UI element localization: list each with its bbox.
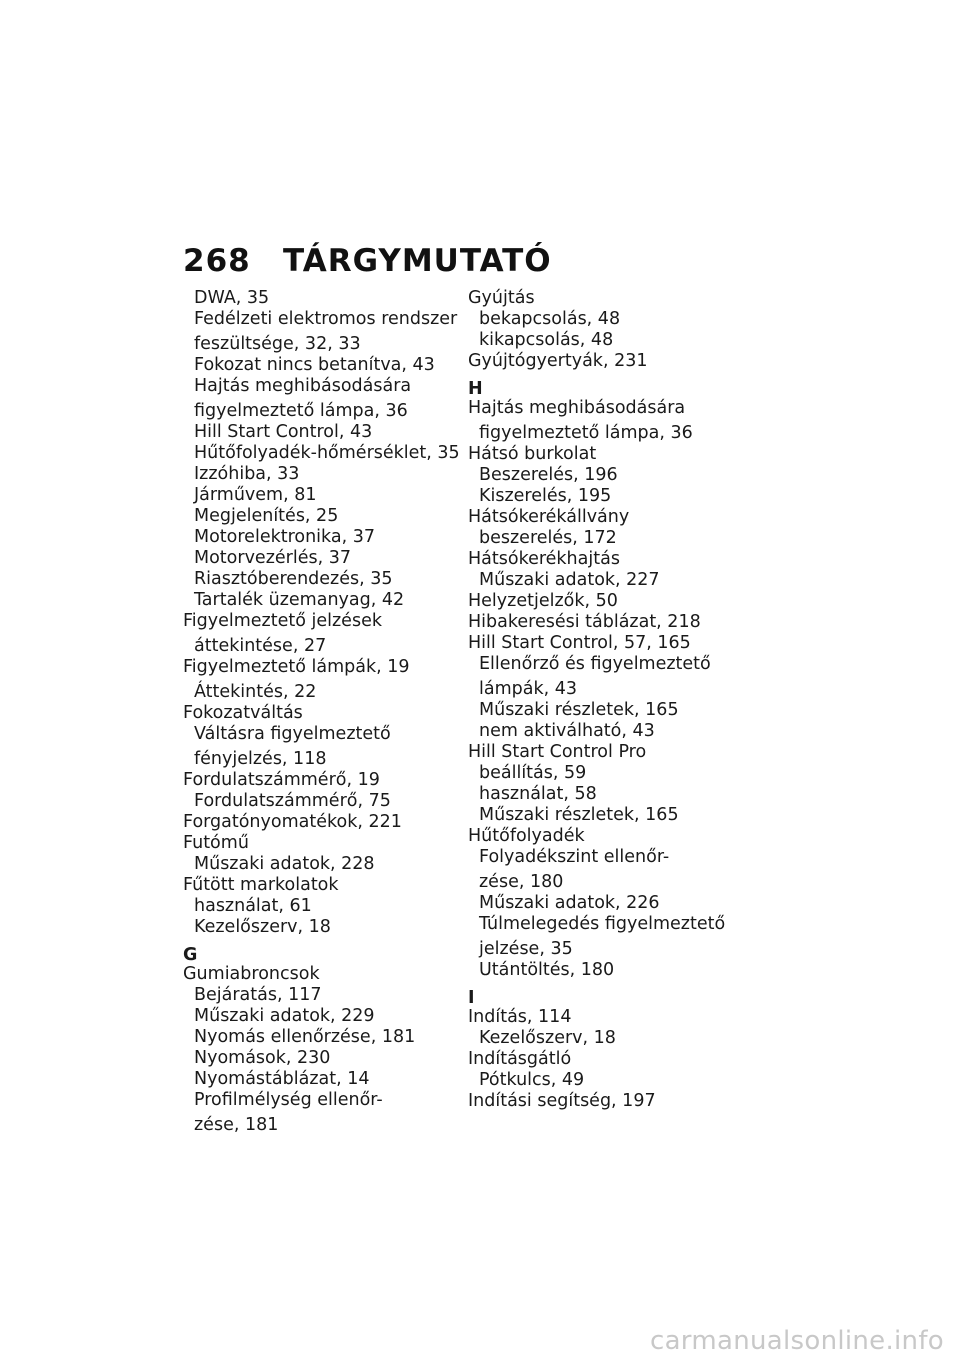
page-title: TÁRGYMUTATÓ: [283, 243, 552, 279]
index-subentry: Műszaki adatok, 226: [479, 893, 660, 913]
index-entry: Hűtőfolyadék: [468, 826, 585, 846]
page-header: [183, 243, 552, 279]
index-subentry: kikapcsolás, 48: [479, 330, 614, 350]
index-subentry: Fokozat nincs betanítva, 43: [194, 355, 435, 375]
index-subentry: Megjelenítés, 25: [194, 506, 339, 526]
index-subentry: Ellenőrző és figyelmeztető: [479, 654, 711, 674]
index-subentry: Túlmelegedés figyelmeztető: [479, 914, 726, 934]
index-subentry: Váltásra figyelmeztető: [194, 724, 391, 744]
index-entry-continuation: jelzése, 35: [479, 939, 573, 959]
index-entry-continuation: Áttekintés, 22: [194, 682, 317, 702]
index-subentry: Kiszerelés, 195: [479, 486, 612, 506]
index-subentry: Műszaki adatok, 228: [194, 854, 375, 874]
index-subentry: Kezelőszerv, 18: [194, 917, 331, 937]
index-subentry: Műszaki adatok, 227: [479, 570, 660, 590]
index-entry: Fokozatváltás: [183, 703, 303, 723]
index-subentry: Nyomások, 230: [194, 1048, 331, 1068]
index-subentry: Kezelőszerv, 18: [479, 1028, 616, 1048]
index-subentry: Hajtás meghibásodására: [194, 376, 412, 396]
index-subentry: Fedélzeti elektromos rendszer: [194, 309, 458, 329]
index-subentry: használat, 58: [479, 784, 597, 804]
index-entry: Gyújtás: [468, 288, 535, 308]
index-subentry: Műszaki részletek, 165: [479, 700, 679, 720]
index-subentry: Bejáratás, 117: [194, 985, 322, 1005]
watermark-text: carmanualsonline.info: [649, 1326, 944, 1356]
index-subentry: Tartalék üzemanyag, 42: [194, 590, 405, 610]
index-subentry: Nyomástáblázat, 14: [194, 1069, 370, 1089]
index-letter-heading: I: [468, 988, 475, 1008]
index-letter-heading: H: [468, 379, 483, 399]
index-subentry: Izzóhiba, 33: [194, 464, 300, 484]
index-subentry: Fordulatszámmérő, 75: [194, 791, 391, 811]
index-entry: Forgatónyomatékok, 221: [183, 812, 402, 832]
index-entry: Indítási segítség, 197: [468, 1091, 656, 1111]
index-entry: Gyújtógyertyák, 231: [468, 351, 648, 371]
page-number: 268: [183, 243, 251, 279]
index-entry: Hill Start Control Pro: [468, 742, 647, 762]
index-entry: Gumiabroncsok: [183, 964, 320, 984]
index-subentry: Utántöltés, 180: [479, 960, 615, 980]
index-subentry: Nyomás ellenőrzése, 181: [194, 1027, 416, 1047]
index-entry: Indításgátló: [468, 1049, 572, 1069]
index-subentry: bekapcsolás, 48: [479, 309, 621, 329]
index-subentry: Motorelektronika, 37: [194, 527, 375, 547]
index-entry-continuation: figyelmeztető lámpa, 36: [194, 401, 408, 421]
index-entry: Figyelmeztető lámpák, 19: [183, 657, 410, 677]
index-subentry: használat, 61: [194, 896, 312, 916]
index-entry-continuation: zése, 181: [194, 1115, 279, 1135]
index-subentry: Hill Start Control, 43: [194, 422, 373, 442]
index-entry: Hibakeresési táblázat, 218: [468, 612, 701, 632]
index-subentry: beszerelés, 172: [479, 528, 617, 548]
index-entry: Fűtött markolatok: [183, 875, 339, 895]
index-subentry: beállítás, 59: [479, 763, 587, 783]
index-entry-continuation: figyelmeztető lámpa, 36: [479, 423, 693, 443]
index-subentry: Riasztóberendezés, 35: [194, 569, 393, 589]
index-entry: Fordulatszámmérő, 19: [183, 770, 380, 790]
index-entry-continuation: áttekintése, 27: [194, 636, 327, 656]
index-subentry: Folyadékszint ellenőr-: [479, 847, 670, 867]
index-entry: Hill Start Control, 57, 165: [468, 633, 691, 653]
index-subentry: Profilmélység ellenőr-: [194, 1090, 383, 1110]
index-column-right: [468, 288, 740, 1112]
index-subentry: Műszaki részletek, 165: [479, 805, 679, 825]
index-subentry: Pótkulcs, 49: [479, 1070, 585, 1090]
index-column-left: [183, 288, 460, 1136]
index-entry: Hátsó burkolat: [468, 444, 597, 464]
index-entry: Futómű: [183, 833, 249, 853]
index-entry: Hátsókerékhajtás: [468, 549, 620, 569]
index-subentry: Műszaki adatok, 229: [194, 1006, 375, 1026]
index-subentry: Járművem, 81: [194, 485, 317, 505]
index-subentry: DWA, 35: [194, 288, 270, 308]
index-entry-continuation: fényjelzés, 118: [194, 749, 327, 769]
index-entry-continuation: zése, 180: [479, 872, 564, 892]
index-entry: Helyzetjelzők, 50: [468, 591, 618, 611]
index-entry: Indítás, 114: [468, 1007, 572, 1027]
index-subentry: nem aktiválható, 43: [479, 721, 655, 741]
index-subentry: Beszerelés, 196: [479, 465, 618, 485]
index-letter-heading: G: [183, 945, 198, 965]
index-subentry: Motorvezérlés, 37: [194, 548, 351, 568]
index-entry-continuation: feszültsége, 32, 33: [194, 334, 361, 354]
index-subentry: Hűtőfolyadék-hőmérséklet, 35: [194, 443, 460, 463]
index-entry: Hátsókerékállvány: [468, 507, 630, 527]
index-entry: Figyelmeztető jelzések: [183, 611, 382, 631]
index-entry: Hajtás meghibásodására: [468, 398, 686, 418]
index-entry-continuation: lámpák, 43: [479, 679, 577, 699]
